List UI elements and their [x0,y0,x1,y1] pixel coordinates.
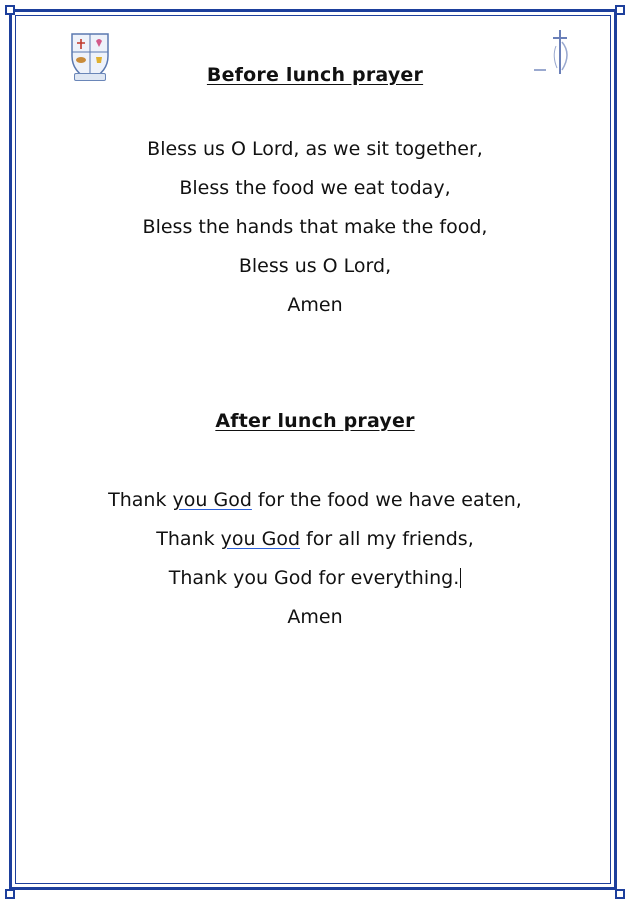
before-lunch-title: Before lunch prayer [206,64,424,86]
grammar-flagged-text[interactable]: you God [220,528,300,550]
prayer-line: Bless us O Lord, as we sit together, [147,138,483,160]
corner-ornament [615,889,625,899]
line-text: Thank you God for everything. [168,567,460,589]
corner-ornament [5,889,15,899]
line-text: Thank [156,528,221,550]
prayer-amen: Amen [287,606,343,628]
line-text: Thank [108,489,173,511]
prayer-line: Bless the hands that make the food, [142,216,488,238]
prayer-line [0,488,630,512]
grammar-flagged-text[interactable]: you God [172,489,252,511]
prayer-line [0,566,630,590]
corner-ornament [5,5,15,15]
prayer-amen: Amen [287,294,343,316]
corner-ornament [615,5,625,15]
prayer-line [0,527,630,551]
line-text: for all my friends, [300,528,474,550]
prayer-line: Bless us O Lord, [238,255,392,277]
prayer-line: Bless the food we eat today, [179,177,451,199]
text-cursor [460,568,461,588]
after-lunch-title: After lunch prayer [215,410,415,432]
line-text: for the food we have eaten, [251,489,522,511]
